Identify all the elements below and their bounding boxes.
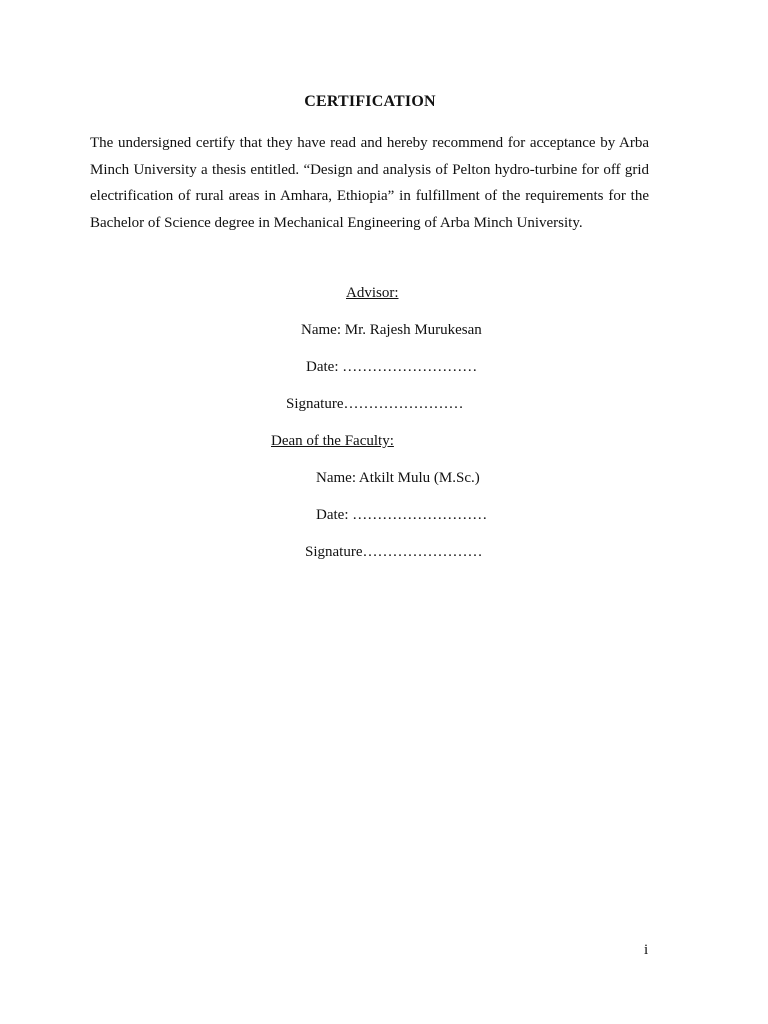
advisor-signature-line: Signature…………………… <box>286 396 464 412</box>
dean-heading: Dean of the Faculty: <box>271 433 394 449</box>
dean-name: Name: Atkilt Mulu (M.Sc.) <box>316 470 480 486</box>
advisor-name: Name: Mr. Rajesh Murukesan <box>301 322 482 338</box>
dean-date-line: Date: ……………………… <box>316 507 488 523</box>
page-number: i <box>644 942 649 958</box>
page-title: CERTIFICATION <box>304 93 436 110</box>
dean-signature-line: Signature…………………… <box>305 544 483 560</box>
advisor-date-line: Date: ……………………… <box>306 359 478 375</box>
advisor-heading: Advisor: <box>346 285 399 301</box>
certification-paragraph: The undersigned certify that they have read and hereby recommend for acceptance by Arba Minch University a thesis entitled. “Design and analysis of Pelton hydro-turbine for off grid electrification of rural areas in Amhara, Ethiopia” in fulfillment of the requirements for the Bachelor of Science degree in Mechanical Engineering of Arba Minch University. <box>90 135 649 231</box>
